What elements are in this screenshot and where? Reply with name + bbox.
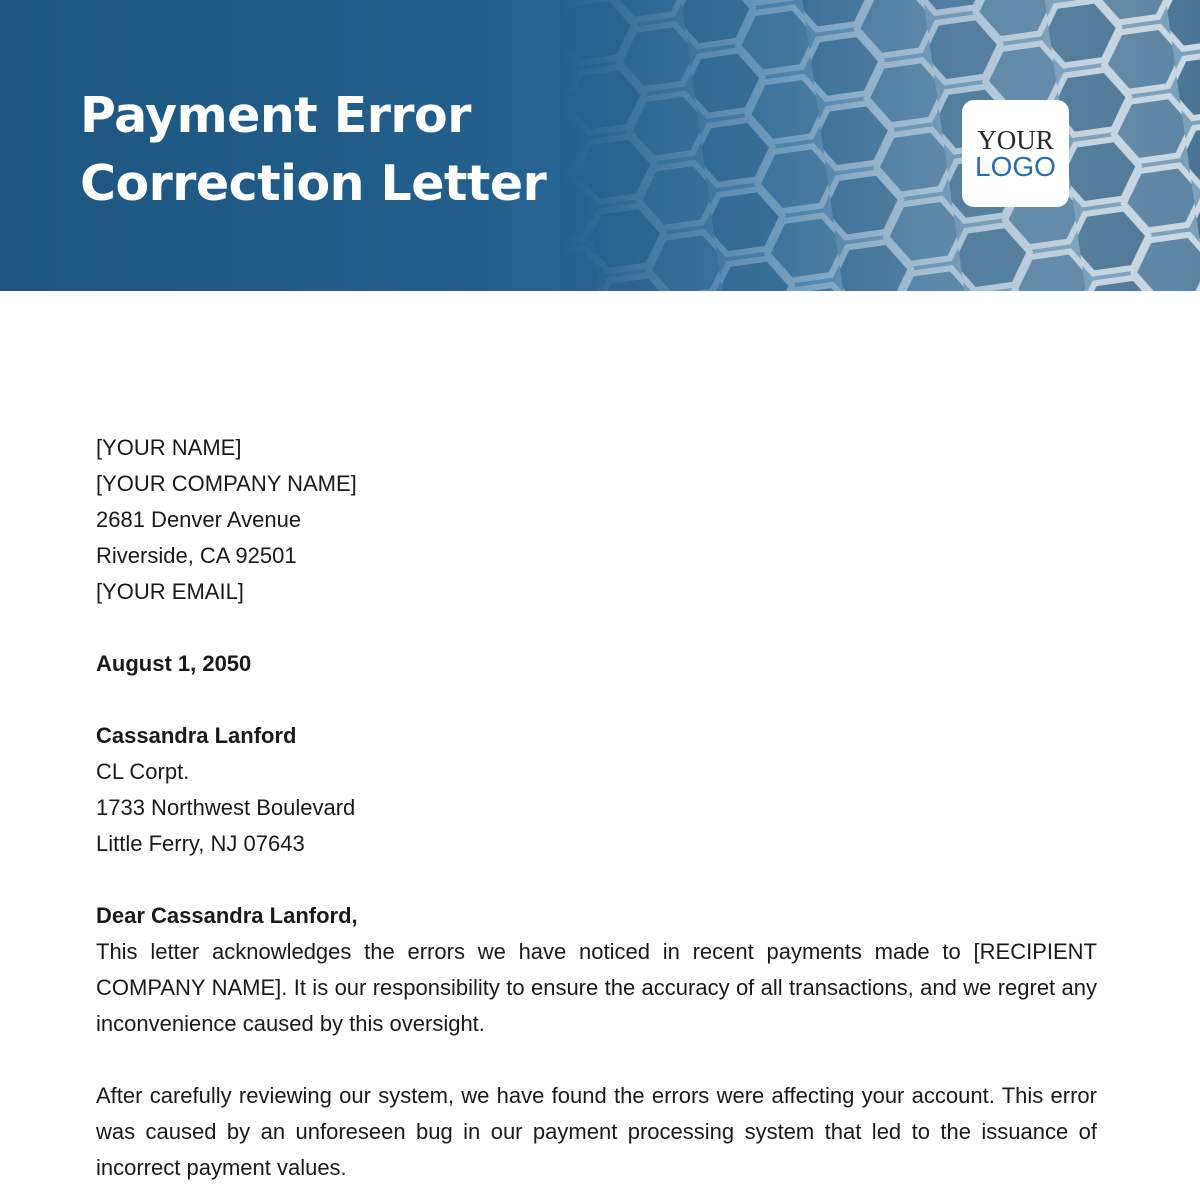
sender-block xyxy=(96,430,1097,610)
recipient-city: Little Ferry, NJ 07643 xyxy=(96,831,305,856)
document-title xyxy=(80,82,546,218)
logo-text-bottom: LOGO xyxy=(975,151,1056,182)
recipient-name: Cassandra Lanford xyxy=(96,723,297,748)
recipient-street: 1733 Northwest Boulevard xyxy=(96,795,356,820)
title-line-1: Payment Error xyxy=(80,87,471,144)
letter-date: August 1, 2050 xyxy=(96,651,252,676)
company-logo xyxy=(962,100,1069,207)
sender-company: [YOUR COMPANY NAME] xyxy=(96,471,357,496)
letter-body xyxy=(96,430,1097,1186)
sender-email: [YOUR EMAIL] xyxy=(96,579,244,604)
salutation: Dear Cassandra Lanford, xyxy=(96,903,358,928)
paragraph-1: This letter acknowledges the errors we have noticed in recent payments made to [RECIPIENT COMPANY NAME]. It is our responsibility to ensure the accuracy of all transactions, and we regret any inconvenience caused by this oversight. xyxy=(96,939,1097,1036)
recipient-block xyxy=(96,718,1097,862)
title-line-2: Correction Letter xyxy=(80,155,547,212)
paragraph-2: After carefully reviewing our system, we have found the errors were affecting your account. This error was caused by an unforeseen bug in our payment processing system that led to the issuance of incorrect payment values. xyxy=(96,1083,1097,1180)
recipient-company: CL Corpt. xyxy=(96,759,190,784)
building-facade-image xyxy=(560,0,1200,291)
sender-name: [YOUR NAME] xyxy=(96,435,242,460)
sender-city: Riverside, CA 92501 xyxy=(96,543,297,568)
header-banner xyxy=(0,0,1200,291)
logo-text-top: YOUR xyxy=(977,125,1054,155)
sender-street: 2681 Denver Avenue xyxy=(96,507,302,532)
